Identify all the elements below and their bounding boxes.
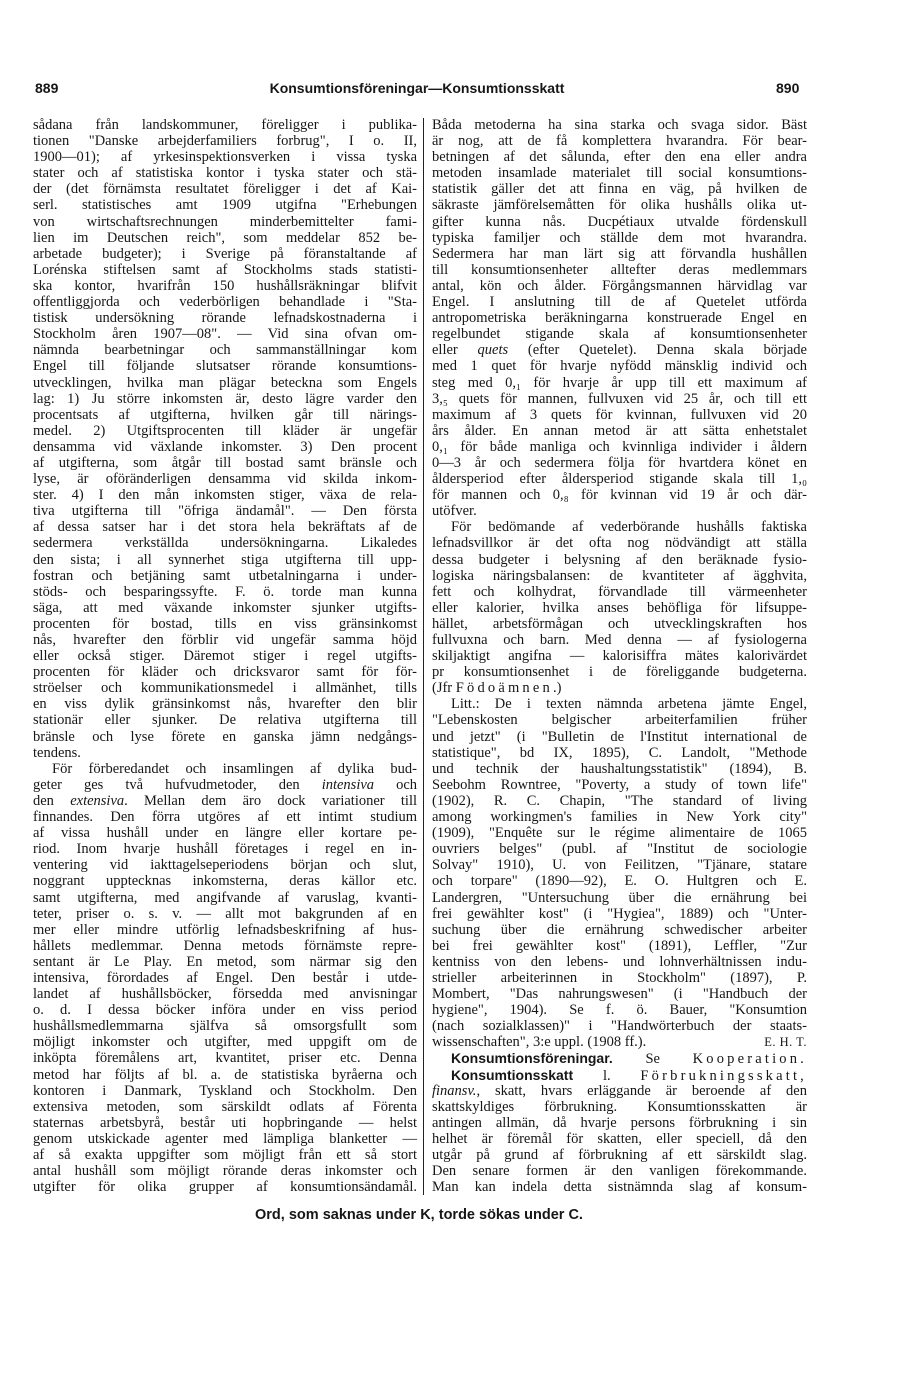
text-line: logiska näringsbalansen: de kvantiteter af ägghvita, bbox=[432, 567, 807, 584]
text-line: antal hushåll som möjligt rörande deras inkomster och bbox=[33, 1163, 417, 1180]
text-line: mer eller mindre utförlig lefnadsbeskrifning af hus- bbox=[33, 921, 417, 938]
text-line: gifter kunna nås. Ducpétiaux utvalde fördenskull bbox=[432, 213, 807, 230]
text-run: geter ges två hufvudmetoder, den bbox=[33, 776, 322, 793]
text-line: von wirtschaftsrechnungen minderbemittelter fami- bbox=[33, 213, 417, 230]
text-line: "Lebenskosten belgischer arbeiterfamilien früher bbox=[432, 712, 807, 729]
text-line: hållets medlemmar. Denna metods förnämste repre- bbox=[33, 937, 417, 954]
text-line bbox=[432, 1034, 807, 1050]
text-line: Lorénska stiftelsen samt af Stockholms stads statisti- bbox=[33, 261, 417, 278]
text-line: statistique", bd IX, 1895), C. Landolt, "Methode bbox=[432, 744, 807, 761]
text-line: ouvriers belges" (publ. af "Institut de sociologie bbox=[432, 841, 807, 858]
text-line: års ålder. En annan metod är att sätta enhetstalet bbox=[432, 422, 807, 439]
text-run: och bbox=[374, 776, 418, 793]
text-line: 3,₅ quets för mannen, fullvuxen vid 25 år, och till ett bbox=[432, 390, 807, 407]
text-line: ster. 4) I den mån inkomsten stiger, växa de rela- bbox=[33, 487, 417, 504]
headword: Konsumtionsskatt bbox=[451, 1066, 574, 1083]
text-line: intensiva, förordades af Engel. Den består i utde- bbox=[33, 969, 417, 986]
text-run: den bbox=[33, 792, 71, 809]
text-line: pr konsumtionsenhet i de föreliggande budgeterna. bbox=[432, 664, 807, 681]
text-line: procenten för kläder och dricksvaror samt för för- bbox=[33, 664, 417, 681]
text-line: Man kan indela detta sistnämnda slag af konsum- bbox=[432, 1179, 807, 1196]
text-line: antropometriska beräkningarna konstruerade Engel en bbox=[432, 310, 807, 327]
left-text-column bbox=[33, 117, 417, 1195]
text-line: Sedermera har man lärt sig att förvandla hushållen bbox=[432, 245, 807, 262]
text-line: ströelser och kommunikationsmedel i allmänhet, tills bbox=[33, 680, 417, 697]
italic-text: finansv. bbox=[432, 1082, 477, 1099]
text-line: procentsats af utgifterna, hvilken går till närings- bbox=[33, 406, 417, 423]
text-line: För förberedandet och insamlingen af dylika bud- bbox=[52, 760, 417, 777]
text-line: stater och af statistiska kontor i tyska stater och stä- bbox=[33, 165, 417, 182]
text-line: helhet är föremål för skatten, eller speciell, då den bbox=[432, 1130, 807, 1147]
text-line: finnandes. Den förra utgöres af ett intimt studium bbox=[33, 809, 417, 826]
text-run: (Jfr bbox=[432, 680, 456, 697]
text-line: 1900—01); af yrkesinspektionsverken i vissa tyska bbox=[33, 149, 417, 166]
text-line: Mombert, "Das nahrungswesen" (i "Handbuch der bbox=[432, 986, 807, 1003]
text-line: Den senare formen är den vanligen förekommande. bbox=[432, 1163, 807, 1180]
text-line: utvecklingen, hvilka man plägar beteckna som Engels bbox=[33, 374, 417, 391]
text-line: skattskyldiges förbrukning. Konsumtionsskatten är bbox=[432, 1098, 807, 1115]
text-run: l. bbox=[573, 1067, 641, 1084]
text-line: den sista; i all synnerhet stiga utgifterna till upp- bbox=[33, 551, 417, 568]
text-line: fostran och betjäning samt utbetalningarna i under- bbox=[33, 567, 417, 584]
text-line: sedermera verkställda undersökningarna. Likaledes bbox=[33, 535, 417, 552]
text-line: Engel till följande slutsatser rörande konsumtions- bbox=[33, 358, 417, 375]
text-run: eller bbox=[432, 342, 478, 359]
text-line bbox=[432, 1050, 807, 1066]
text-line: tistisk undersökning rörande lefnadskostnaderna i bbox=[33, 310, 417, 327]
italic-text: quets bbox=[477, 342, 509, 359]
text-line: tendens. bbox=[33, 744, 81, 761]
text-line: und jetzt" (i "Bulletin de l'Institut international de bbox=[432, 728, 807, 745]
page-number-right: 890 bbox=[776, 80, 800, 96]
text-line: strieller arbeiterinnen in Stockholm" (1897), P. bbox=[432, 969, 807, 986]
text-line bbox=[432, 1067, 807, 1083]
text-line: eller också stiger. Däremot stiger i regel utgifts- bbox=[33, 648, 417, 665]
text-line: riod. Inom hvarje hushåll företages i regel en in- bbox=[33, 841, 417, 858]
text-line: lefnadsvillkor är det ofta nog nödvändigt att ställa bbox=[432, 535, 807, 552]
text-line: landet af hushållsböcker, försedda med anvisningar bbox=[33, 986, 417, 1003]
text-line: kentniss von den lebens- und lohnverhältnissen indu- bbox=[432, 953, 807, 970]
text-line: utgifter för olika grupper af konsumtionsändamål. bbox=[33, 1179, 417, 1196]
text-line: säga, att med växande inkomster sjunker utgifts- bbox=[33, 599, 417, 616]
text-line: stationär eller sjunker. De relativa utgifterna till bbox=[33, 712, 417, 729]
text-line: hygiene", 1904). Se f. ö. Bauer, "Konsumtion bbox=[432, 1002, 807, 1019]
text-line: Litt.: De i texten nämnda arbetena jämte Engel, bbox=[451, 696, 807, 713]
text-line: nämnda bearbetningar och sammanställningar kom bbox=[33, 342, 417, 359]
text-line: fullvuxna och barn. Med denna — af fysiologerna bbox=[432, 632, 807, 648]
text-line bbox=[432, 1083, 807, 1099]
text-line: antal, kön och ålder. Förgångsmannen härvidlag var bbox=[432, 277, 807, 294]
footer-note: Ord, som saknas under K, torde sökas under C. bbox=[255, 1207, 583, 1223]
text-line: 0,₁ för både manliga och kvinnliga individer i åldern bbox=[432, 438, 807, 455]
text-line: af utgifterna, som åtgår till bostad samt bränsle och bbox=[33, 454, 417, 471]
text-line: med 1 quet för hvarje nyfödd mänsklig individ och bbox=[432, 358, 807, 375]
text-line: af så exakta uppgifter som möjligt från ett så stort bbox=[33, 1147, 417, 1163]
text-line: af vissa hushåll under en längre eller kortare pe- bbox=[33, 825, 417, 842]
text-run: , skatt, hvars erläggande är beroende af den bbox=[476, 1082, 807, 1099]
text-line: metod har följts af bl. a. de statistiska byråerna och bbox=[33, 1066, 417, 1083]
text-line: regelbundet stigande skala af konsumtionsenheter bbox=[432, 326, 807, 343]
text-line: samt utgifterna, med angifvande af varuslag, kvanti- bbox=[33, 889, 417, 906]
text-line bbox=[432, 680, 807, 696]
right-text-column bbox=[432, 117, 807, 1195]
italic-text: extensiva bbox=[70, 792, 125, 809]
text-line: sentant är Le Play. En metod, som närmar sig den bbox=[33, 953, 417, 970]
text-line: och torpare" (1890—92), E. O. Hultgren och E. bbox=[432, 873, 807, 890]
text-line: frei gewählter kost" (i "Hygiea", 1889) och "Unter- bbox=[432, 905, 807, 922]
text-line: utgår på grund af förbrukning af ett särskildt slag. bbox=[432, 1147, 807, 1163]
text-line: lien im Deutschen reich", som meddelar 852 be- bbox=[33, 229, 417, 246]
text-line: betningen af det sålunda, efter den ena eller andra bbox=[432, 149, 807, 166]
text-line: und technik der haushaltungsstatistik" (1894), B. bbox=[432, 760, 807, 777]
text-line: (nach sozialklassen)" i "Handwörterbuch der staats- bbox=[432, 1018, 807, 1035]
text-run: (efter Quetelet). Denna skala började bbox=[508, 342, 807, 359]
author-signature: E. H. T. bbox=[764, 1035, 807, 1050]
text-line: till konsumtionsenheter alltefter deras medlemmars bbox=[432, 261, 807, 278]
text-line: ska kontor, hvarifrån 150 hushållsräkningar blifvit bbox=[33, 277, 417, 294]
text-line: offentliggjorda och vederbörligen behandlade i "Sta- bbox=[33, 294, 417, 311]
text-line: steg med 0,₁ för hvarje år upp till ett maximum af bbox=[432, 374, 807, 391]
text-line: ventering vid iakttagelseperiodens början och slut, bbox=[33, 857, 417, 874]
text-line: metoden insamlade materialet till social konsumtions- bbox=[432, 165, 807, 182]
text-line: för mannen och 0,₈ för kvinnan vid 19 år och där- bbox=[432, 487, 807, 504]
text-line: procenten för bostad, tills en viss gränsinkomst bbox=[33, 615, 417, 632]
text-line: lyse, är oföränderligen densamma vid skilda inkom- bbox=[33, 471, 417, 488]
text-line: tiva utgifterna till "öfriga ändamål". — Den första bbox=[33, 503, 417, 520]
text-run: .) bbox=[552, 680, 562, 697]
text-run: Se bbox=[612, 1051, 693, 1068]
text-line: maximum af 3 quets för kvinnan, fullvuxen vid 20 bbox=[432, 406, 807, 423]
text-line: among workingmen's families in New York city" bbox=[432, 809, 807, 826]
text-line: arbetade budgeter); i Sverige på föranstaltande af bbox=[33, 245, 417, 262]
column-divider bbox=[423, 118, 424, 1195]
spaced-text: Födoämnen bbox=[455, 680, 553, 697]
text-line: antingen allmän, då hvarje persons förbrukning i sin bbox=[432, 1114, 807, 1131]
text-line: säkraste jämförelsemåtten för olika hushålls olika ut- bbox=[432, 197, 807, 214]
text-line: staternas arbetsbyrå, består uti hopbringande — helst bbox=[33, 1114, 417, 1131]
text-line: möjligt inkomster och utgifter, med uppgift om de bbox=[33, 1034, 417, 1051]
text-line: tionen "Danske arbejderfamiliers forbrug", I o. II, bbox=[33, 133, 417, 150]
text-line: fett och kolhydrat, förvandlade till värmeenheter bbox=[432, 583, 807, 600]
text-line: densamma vid växlande inkomster. 3) Den procent bbox=[33, 438, 417, 455]
text-line: extensiva metoden, som särskildt odlats af Förenta bbox=[33, 1098, 417, 1115]
text-line: Solvay" 1910), U. von Feilitzen, "Tjänare, statare bbox=[432, 857, 807, 874]
text-line: inköpta föremålens art, kvantitet, priser etc. Denna bbox=[33, 1050, 417, 1067]
text-line: Landergren, "Untersuchung über die ernährung bei bbox=[432, 889, 807, 906]
text-line: Seebohm Rowntree, "Poverty, a study of town life" bbox=[432, 776, 807, 793]
text-line: serl. statistisches amt 1909 utgifna "Erhebungen bbox=[33, 197, 417, 214]
text-line: skiljaktigt angifna — kalorisiffra mätes kalorivärdet bbox=[432, 648, 807, 665]
text-line: bei frei gewählter kost" (1891), Leffler, "Zur bbox=[432, 937, 807, 954]
text-line bbox=[33, 793, 417, 809]
text-line: är nog, att de få komplettera hvarandra. För bear- bbox=[432, 133, 807, 150]
text-line: hället, arbetsförmågan och utvecklingskraften hos bbox=[432, 615, 807, 632]
text-line: typiska familjer och ställde dem mot hvarandra. bbox=[432, 229, 807, 246]
text-line: af dessa satser har i det stora hela bekräftats af de bbox=[33, 519, 417, 536]
text-line: genom utskickade agenter med lämpliga blanketter — bbox=[33, 1130, 417, 1147]
text-run: . Mellan dem äro dock variationer till bbox=[124, 792, 417, 809]
text-line bbox=[432, 342, 807, 358]
text-line bbox=[33, 777, 417, 793]
text-line: kontoren i Danmark, Tyskland och Stockholm. Den bbox=[33, 1082, 417, 1099]
text-line: lag: 1) Ju större inkomsten är, desto lägre varder den bbox=[33, 390, 417, 407]
italic-text: intensiva bbox=[321, 776, 375, 793]
text-line: utöfver. bbox=[432, 503, 477, 520]
text-line: teter, priser o. s. v. — allt mot bakgrunden af en bbox=[33, 905, 417, 922]
text-line: medel. 2) Utgiftsprocenten till kläder är ungefär bbox=[33, 422, 417, 439]
text-line: nås, hvarefter den förblir vid ungefär samma höjd bbox=[33, 632, 417, 648]
spaced-text: Kooperation. bbox=[692, 1051, 807, 1068]
text-line: åldersperiod efter åldersperiod stigande skala till 1,₀ bbox=[432, 471, 807, 488]
text-line: Engel. I anslutning till de af Quetelet utförda bbox=[432, 294, 807, 311]
text-line: dessa budgeter i belysning af den beräknade fysio- bbox=[432, 551, 807, 568]
text-line: eller kalorier, hvilka anses behöfliga för lifsuppe- bbox=[432, 599, 807, 616]
text-line: noggrant upptecknas inkomsterna, deras källor etc. bbox=[33, 873, 417, 890]
page-number-left: 889 bbox=[35, 80, 59, 96]
text-line: Båda metoderna ha sina starka och svaga sidor. Bäst bbox=[432, 117, 807, 133]
text-line: bränsle och lyse förete en ganska jämn nedgångs- bbox=[33, 728, 417, 745]
spaced-text: Förbrukningsskatt, bbox=[640, 1067, 807, 1084]
running-head: Konsumtionsföreningar—Konsumtionsskatt bbox=[269, 80, 565, 96]
text-line: suchung über die ernährung schwedischer arbeiter bbox=[432, 921, 807, 938]
text-line: stöds- och besparingssyfte. F. ö. torde man kunna bbox=[33, 583, 417, 600]
text-line: Stockholm åren 1907—08". — Vid sina ofvan om- bbox=[33, 326, 417, 343]
text-line: sådana från landskommuner, föreligger i publika- bbox=[33, 117, 417, 133]
text-line: (1902), R. C. Chapin, "The standard of living bbox=[432, 792, 807, 809]
text-line: der (det förnämsta resultatet föreligger i det af Kai- bbox=[33, 181, 417, 198]
headword: Konsumtionsföreningar. bbox=[451, 1050, 613, 1067]
text-line: För bedömande af vederbörande hushålls faktiska bbox=[451, 519, 807, 536]
text-line: en viss dylik gränsinkomst nås, hvarefter den blir bbox=[33, 696, 417, 713]
text-line: hushållsmedlemmarna själfva så omsorgsfullt som bbox=[33, 1018, 417, 1035]
text-run: wissenschaften", 3:e uppl. (1908 ff.). bbox=[432, 1034, 647, 1051]
text-line: 0—3 år och sedermera följa för hvartdera könet en bbox=[432, 454, 807, 471]
text-line: (1909), "Enquête sur le régime alimentaire de 1065 bbox=[432, 825, 807, 842]
text-line: o. d. I dessa böcker införa under en viss period bbox=[33, 1002, 417, 1019]
text-line: statistik gäller det att finna en väg, på hvilken de bbox=[432, 181, 807, 198]
